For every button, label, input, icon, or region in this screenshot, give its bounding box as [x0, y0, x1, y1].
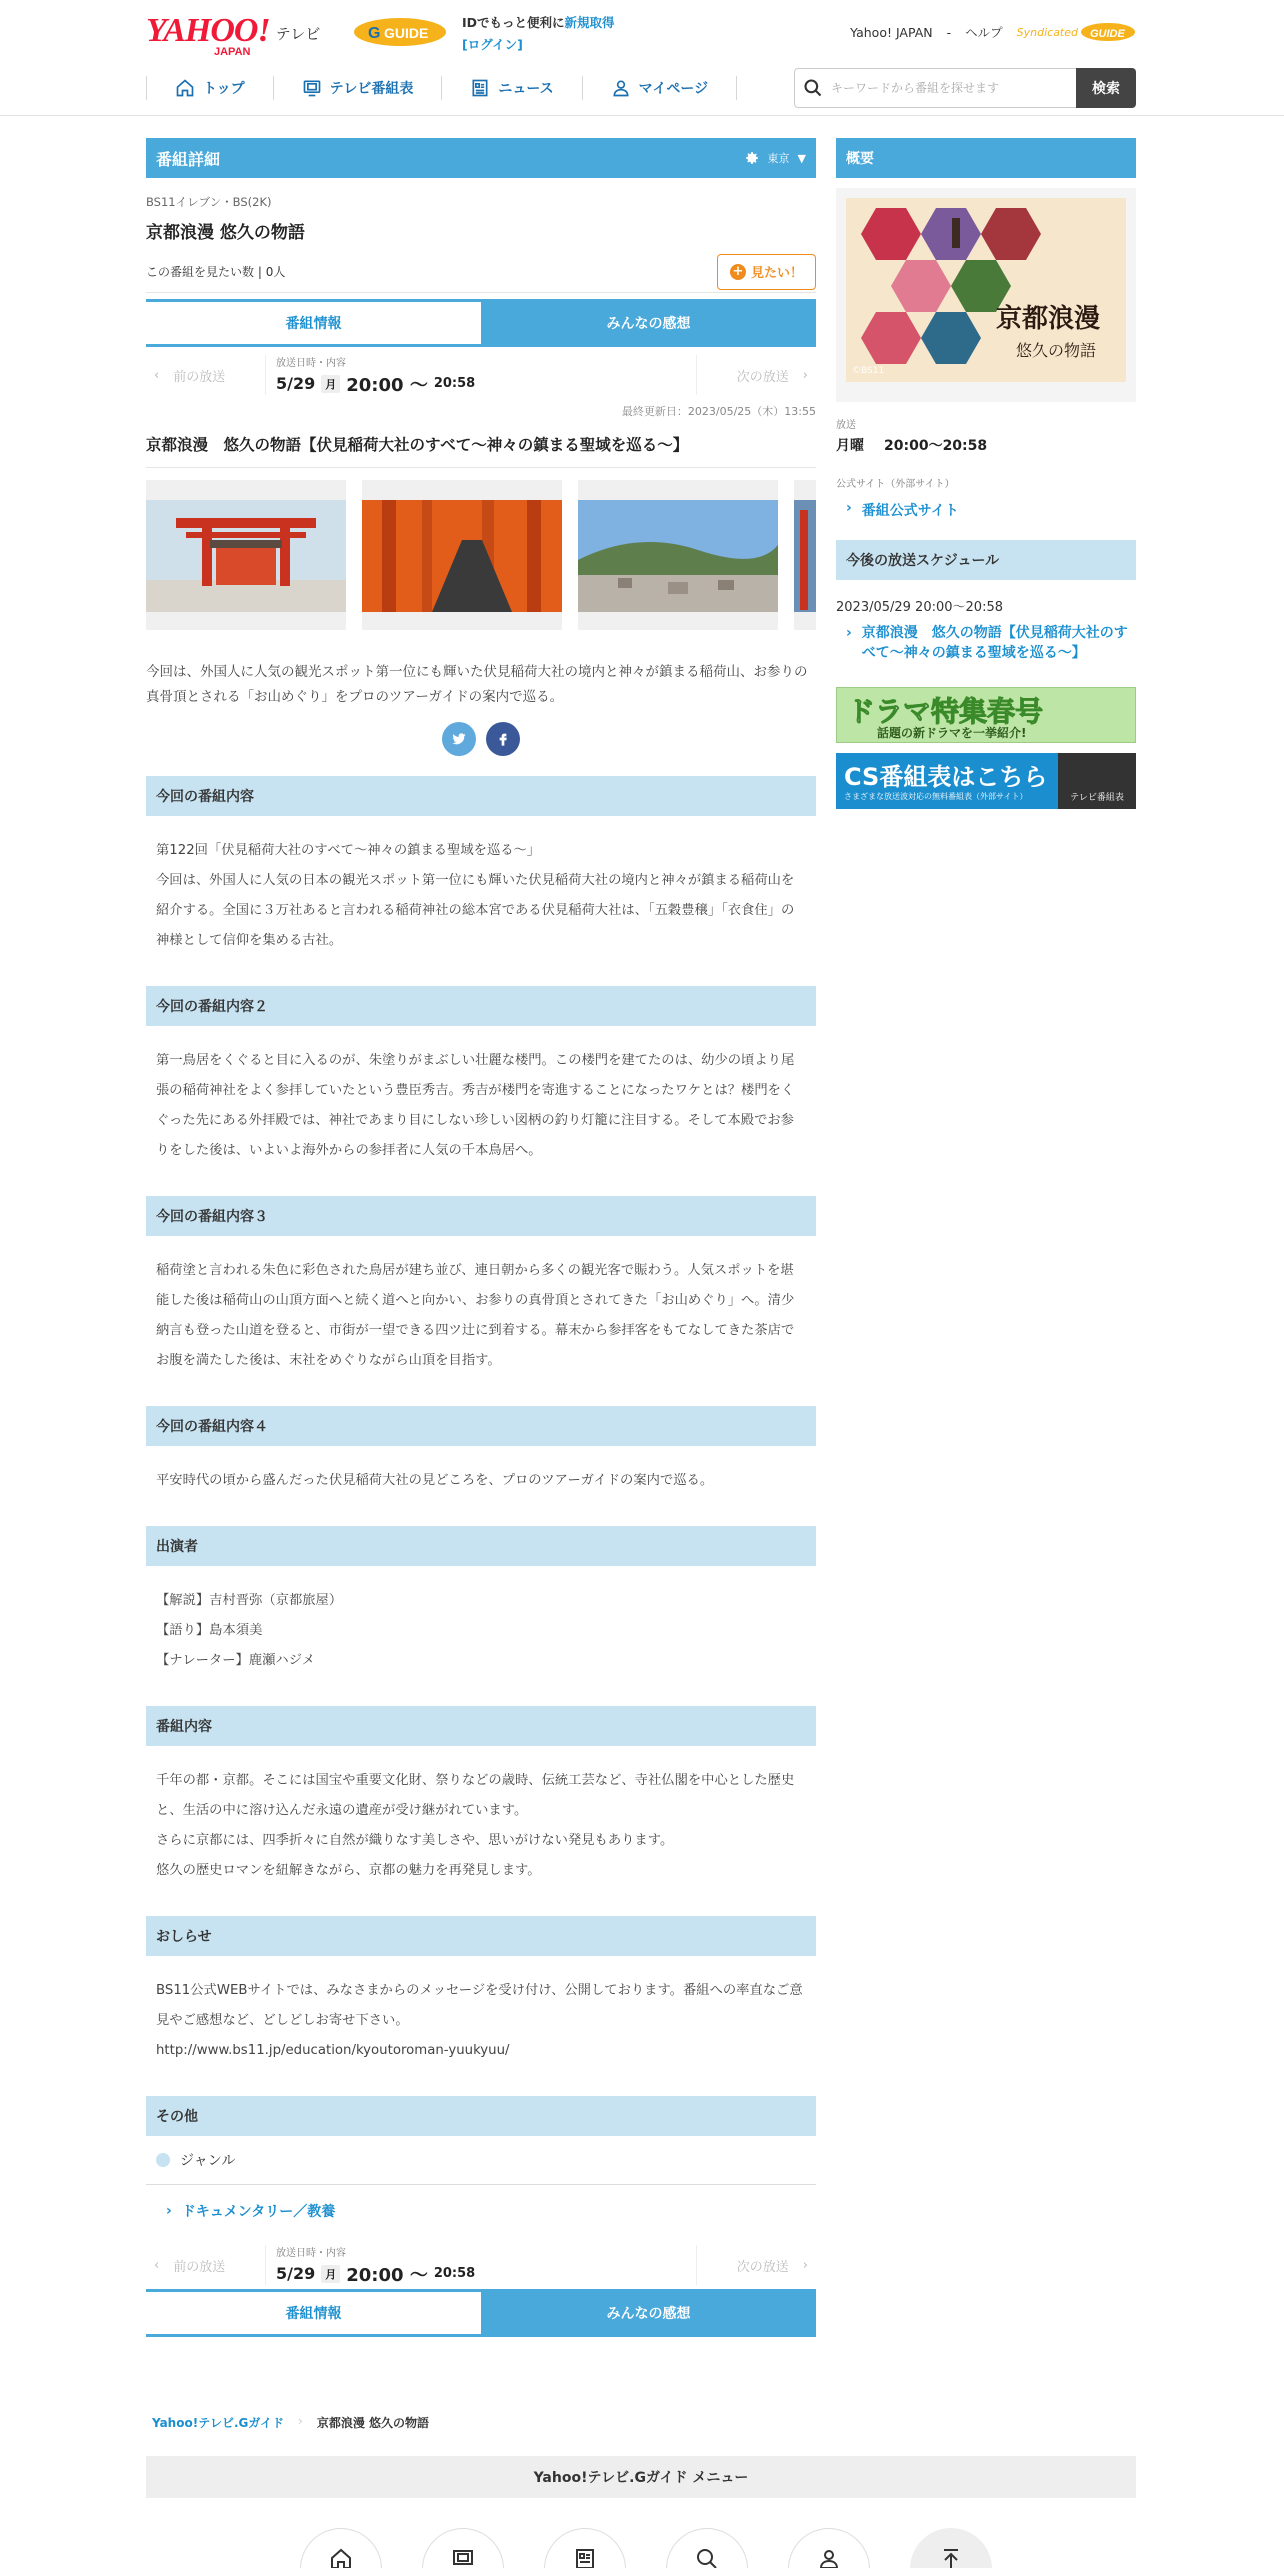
footer-news-button[interactable]	[544, 2528, 626, 2568]
sidebar	[836, 138, 1136, 809]
gallery-image[interactable]	[578, 480, 778, 630]
section-cast	[146, 1526, 816, 1676]
section-notice	[146, 1916, 816, 2066]
svg-text:G: G	[368, 25, 381, 42]
air-date: 5/29	[276, 374, 316, 393]
section-line: 今回は、外国人に人気の日本の観光スポット第一位にも輝いた伏見稲荷大社の境内と神々が鎮まる稲荷山を紹介する。全国に３万社あると言われる稲荷神社の総本宮である伏見稲荷大社は、「五穀豊穣」「衣食住」の神様として信仰を集める古社。	[156, 873, 795, 948]
detail-tabs	[146, 299, 816, 347]
cast-line: 【解説】吉村晋弥（京都旅屋）	[156, 1593, 343, 1608]
chevron-right-icon: ›	[846, 625, 852, 641]
detail-heading: 番組詳細	[156, 149, 221, 169]
air-weekday: 月	[321, 2265, 340, 2283]
banner2-badge	[1058, 753, 1136, 809]
login-area	[462, 12, 615, 56]
nav-news[interactable]	[441, 76, 581, 100]
episode-intro: 今回は、外国人に人気の観光スポット第一位にも輝いた伏見稲荷大社の境内と神々が鎮まる稲荷山、お参りの真骨頂とされる「お山めぐり」をプロのツアーガイドの案内で巡る。	[146, 664, 808, 705]
schedule-link-label: 京都浪漫 悠久の物語【伏見稲荷大社のすべて〜神々の鎮まる聖域を巡る〜】	[861, 625, 1128, 661]
artwork-subtitle: 悠久の物語	[1016, 341, 1097, 360]
air-end: 20:58	[433, 2266, 476, 2281]
next-broadcast[interactable]	[696, 2245, 816, 2285]
breadcrumb-current: 京都浪漫 悠久の物語	[316, 2416, 429, 2430]
nav-label: トップ	[203, 81, 245, 97]
main-content	[146, 138, 816, 2337]
facebook-share-button[interactable]	[486, 722, 520, 756]
section-heading: 今回の番組内容３	[146, 1196, 816, 1236]
section-body	[146, 1026, 816, 1166]
torii-tunnel-image	[362, 500, 562, 612]
section-line: 第一鳥居をくぐると目に入るのが、朱塗りがまぶしい壮麗な楼門。この楼門を建てたのは、幼少の頃より尾張の稲荷神社をよく参拝していたという豊臣秀吉。秀吉が楼門を寄進することになったワケとは？楼門をくぐった先にある外拝殿では、神社であまり目にしない珍しい図柄の釣り灯籠に注目する。そして本殿でお参りをした後は、いよいよ海外からの参拝者に人気の千本鳥居へ。	[156, 1053, 795, 1158]
program-image-box	[836, 188, 1136, 402]
user-icon	[817, 2547, 841, 2568]
banner1-subtitle: 話題の新ドラマを一挙紹介!	[877, 726, 1027, 740]
chevron-left-icon: ‹	[154, 367, 160, 383]
tab-reviews[interactable]: みんなの感想	[481, 299, 816, 347]
site-header	[0, 0, 1284, 116]
air-start: 20:00 〜	[346, 2264, 428, 2286]
program-title: 京都浪漫 悠久の物語	[146, 223, 305, 243]
air-date: 5/29	[276, 2264, 316, 2283]
share-buttons	[146, 722, 816, 756]
section-line: さらに京都には、四季折々に自然が織りなす美しさや、思いがけない発見もあります。	[156, 1833, 674, 1848]
svg-text:GUIDE: GUIDE	[384, 25, 429, 41]
user-icon	[611, 78, 631, 98]
schedule-link[interactable]	[836, 623, 1136, 663]
brand-sub: JAPAN	[214, 46, 251, 58]
tv-icon	[302, 78, 322, 98]
chevron-right-icon: ›	[846, 500, 852, 516]
yahoo-tv-logo[interactable]	[146, 12, 321, 58]
want-count-label: この番組を見たい数	[146, 265, 255, 279]
search-icon	[803, 78, 823, 98]
section-body	[146, 1566, 816, 1676]
gallery-image-partial	[794, 500, 816, 612]
genre-link-label: ドキュメンタリー／教養	[181, 2204, 336, 2220]
chevron-down-icon: ▼	[797, 151, 806, 165]
header-links	[850, 22, 1136, 42]
login-link[interactable]: [ログイン]	[462, 37, 523, 52]
main-nav	[146, 66, 737, 110]
svg-text:GUIDE: GUIDE	[1090, 28, 1125, 40]
detail-header	[146, 138, 816, 178]
artwork-title: 京都浪漫	[996, 304, 1101, 334]
section-other	[146, 2096, 816, 2237]
want-button-label: 見たい！	[750, 266, 803, 281]
news-icon	[470, 78, 490, 98]
program-key-visual	[846, 198, 1126, 382]
section-body	[146, 816, 816, 956]
cs-schedule-banner[interactable]	[836, 753, 1136, 809]
torii-gate-image	[146, 500, 346, 612]
air-info	[276, 354, 475, 397]
breadcrumb-root[interactable]: Yahoo!テレビ.Gガイド	[152, 2416, 284, 2430]
section-body	[146, 1746, 816, 1886]
search-box	[794, 68, 1078, 108]
city-view-image	[578, 500, 778, 612]
want-count: この番組を見たい数 | 0人	[146, 265, 286, 279]
air-info	[276, 2244, 475, 2287]
twitter-icon	[451, 731, 467, 747]
gear-icon	[744, 150, 760, 166]
broadcast-day: 月曜	[836, 438, 864, 454]
footer-mypage-button[interactable]	[788, 2528, 870, 2568]
login-prompt: IDでもっと便利に	[462, 15, 565, 30]
drama-special-banner[interactable]	[836, 687, 1136, 743]
air-end: 20:58	[433, 376, 476, 391]
prev-label: 前の放送	[173, 369, 226, 385]
footer-menu-title: Yahoo!テレビ.Gガイド メニュー	[146, 2456, 1136, 2498]
footer-icon-row	[300, 2528, 992, 2568]
section-line: 千年の都・京都。そこには国宝や重要文化財、祭りなどの歳時、伝統工芸など、寺社仏閣を中心とした歴史と、生活の中に溶け込んだ永遠の遺産が受け継がれています。	[156, 1773, 795, 1818]
image-gallery	[146, 480, 816, 630]
air-label: 放送日時・内容	[276, 2247, 346, 2259]
air-datetime	[276, 371, 475, 397]
official-url: http://www.bs11.jp/education/kyoutoroman-yuukyuu/	[156, 2043, 510, 2058]
next-label: 次の放送	[736, 369, 789, 385]
detail-tabs-bottom	[146, 2289, 816, 2337]
section-line: BS11公式WEBサイトでは、みなさまからのメッセージを受け付け、公開しております。番組への率直なご意見やご感想など、どしどしお寄せ下さい。	[156, 1983, 803, 2028]
help-link[interactable]: ヘルプ	[965, 25, 1003, 40]
chevron-left-icon: ‹	[154, 2257, 160, 2273]
next-broadcast[interactable]	[696, 355, 816, 395]
section-episode-content-1	[146, 776, 816, 956]
breadcrumb	[152, 2414, 429, 2431]
section-line: 稲荷塗と言われる朱色に彩色された鳥居が建ち並び、連日朝から多くの観光客で賑わう。人気スポットを堪能した後は稲荷山の山頂方面へと続く道へと向かい、お参りの真骨頂とされてきた「お山めぐり」へ。清少納言も登った山道を登ると、市街が一望できる四ツ辻に到着する。幕末から参拝客をもてなしてきた茶店でお腹を満たした後は、末社をめぐりながら山頂を目指す。	[156, 1263, 795, 1368]
twitter-share-button[interactable]	[442, 722, 476, 756]
station-name: BS11イレブン・BS(2K)	[146, 195, 272, 209]
plus-icon: +	[730, 264, 746, 280]
section-heading: 今回の番組内容２	[146, 986, 816, 1026]
register-link[interactable]: 新規取得	[564, 15, 615, 30]
brand-main: YAHOO!	[146, 12, 270, 49]
schedule-time: 2023/05/29 20:00～20:58	[836, 600, 1003, 615]
cast-line: 【ナレーター】鹿瀬ハジメ	[156, 1653, 315, 1668]
search-input[interactable]	[831, 81, 1061, 95]
brand-tv: テレビ	[275, 25, 321, 43]
schedule-heading: 今後の放送スケジュール	[836, 540, 1136, 580]
facebook-icon	[495, 731, 511, 747]
region-selector[interactable]	[744, 150, 806, 166]
section-line: 第122回「伏見稲荷大社のすべて〜神々の鎮まる聖域を巡る〜」	[156, 843, 541, 858]
section-line: 平安時代の頃から盛んだった伏見稲荷大社の見どころを、プロのツアーガイドの案内で巡る。	[156, 1473, 714, 1488]
air-nav	[146, 351, 816, 399]
bullet-icon	[156, 2153, 170, 2167]
gallery-image[interactable]	[362, 480, 562, 630]
gguide-logo[interactable]	[352, 14, 448, 48]
nav-mypage[interactable]	[582, 76, 737, 100]
chevron-right-icon: ›	[802, 2257, 808, 2273]
footer-search-button[interactable]	[666, 2528, 748, 2568]
tab-reviews[interactable]: みんなの感想	[481, 2289, 816, 2337]
tv-icon	[451, 2547, 475, 2568]
search-button[interactable]: 検索	[1076, 68, 1136, 108]
search-icon	[695, 2547, 719, 2568]
section-heading: 今回の番組内容	[146, 776, 816, 816]
official-site-link-label: 番組公式サイト	[861, 503, 959, 519]
prev-label: 前の放送	[173, 2259, 226, 2275]
air-start: 20:00 〜	[346, 374, 428, 396]
syndicated-badge	[1017, 22, 1136, 42]
banner1-title: ドラマ特集春号	[847, 695, 1044, 728]
nav-label: ニュース	[498, 81, 554, 97]
footer-tv-button[interactable]	[422, 2528, 504, 2568]
chevron-right-icon: ›	[802, 367, 808, 383]
section-body	[146, 1236, 816, 1376]
tab-program-info[interactable]: 番組情報	[146, 299, 481, 347]
section-heading: 出演者	[146, 1526, 816, 1566]
air-weekday: 月	[321, 375, 340, 393]
section-line: 悠久の歴史ロマンを紐解きながら、京都の魅力を再発見します。	[156, 1863, 541, 1878]
separator: -	[946, 24, 952, 40]
prev-broadcast[interactable]	[146, 2245, 266, 2285]
section-body	[146, 1446, 816, 1496]
want-row	[146, 255, 816, 293]
official-site-link[interactable]	[836, 500, 1136, 520]
episode-title: 京都浪漫 悠久の物語【伏見稲荷大社のすべて〜神々の鎮まる聖域を巡る〜】	[146, 433, 816, 468]
arrow-up-icon	[939, 2547, 963, 2568]
cast-line: 【語り】島本須美	[156, 1623, 263, 1638]
last-updated: 最終更新日：2023/05/25（木）13:55	[621, 405, 816, 418]
next-label: 次の放送	[736, 2259, 789, 2275]
gguide-small-icon	[1080, 22, 1136, 42]
nav-label: テレビ番組表	[329, 81, 414, 97]
want-count-value: 0人	[265, 265, 286, 279]
breadcrumb-separator: ›	[298, 2414, 303, 2428]
want-button[interactable]	[717, 254, 816, 290]
section-heading: 今回の番組内容４	[146, 1406, 816, 1446]
section-episode-content-3	[146, 1196, 816, 1376]
overview-heading: 概要	[846, 151, 874, 167]
banner2-badge-label: テレビ番組表	[1070, 793, 1124, 803]
news-icon	[573, 2547, 597, 2568]
section-body	[146, 1956, 816, 2066]
section-episode-content-4	[146, 1406, 816, 1496]
prev-broadcast[interactable]	[146, 355, 266, 395]
yahoo-japan-link[interactable]: Yahoo! JAPAN	[850, 24, 933, 40]
gallery-image[interactable]	[794, 480, 816, 630]
syndicated-label: Syndicated	[1016, 25, 1078, 39]
broadcast-hours: 20:00～20:58	[884, 438, 988, 454]
chevron-right-icon: ›	[166, 2203, 172, 2219]
overview-header	[836, 138, 1136, 178]
artwork-credit: ©BS11	[852, 366, 885, 376]
genre-link[interactable]	[146, 2185, 816, 2237]
tab-program-info[interactable]: 番組情報	[146, 2289, 481, 2337]
broadcast-time	[836, 435, 1136, 455]
air-label: 放送日時・内容	[276, 357, 346, 369]
section-heading: 番組内容	[146, 1706, 816, 1746]
section-episode-content-2	[146, 986, 816, 1166]
nav-top[interactable]	[146, 76, 273, 100]
section-heading: おしらせ	[146, 1916, 816, 1956]
banner2-subtitle: さまざまな放送波対応の無料番組表（外部サイト）	[844, 792, 1028, 801]
gallery-image[interactable]	[146, 480, 346, 630]
nav-label: マイページ	[638, 81, 709, 97]
home-icon	[175, 78, 195, 98]
genre-label: ジャンル	[180, 2153, 236, 2169]
official-site-label: 公式サイト（外部サイト）	[836, 479, 955, 490]
region-label: 東京	[767, 152, 790, 165]
broadcast-label: 放送	[836, 420, 856, 431]
banner2-title: CS番組表はこちら	[844, 763, 1048, 791]
section-program-content	[146, 1706, 816, 1886]
home-icon	[329, 2547, 353, 2568]
air-datetime	[276, 2261, 475, 2287]
air-nav-bottom	[146, 2241, 816, 2289]
back-to-top-button[interactable]	[910, 2528, 992, 2568]
section-heading: その他	[146, 2096, 816, 2136]
nav-tv-schedule[interactable]	[273, 76, 442, 100]
footer-home-button[interactable]	[300, 2528, 382, 2568]
genre-row	[146, 2136, 816, 2185]
